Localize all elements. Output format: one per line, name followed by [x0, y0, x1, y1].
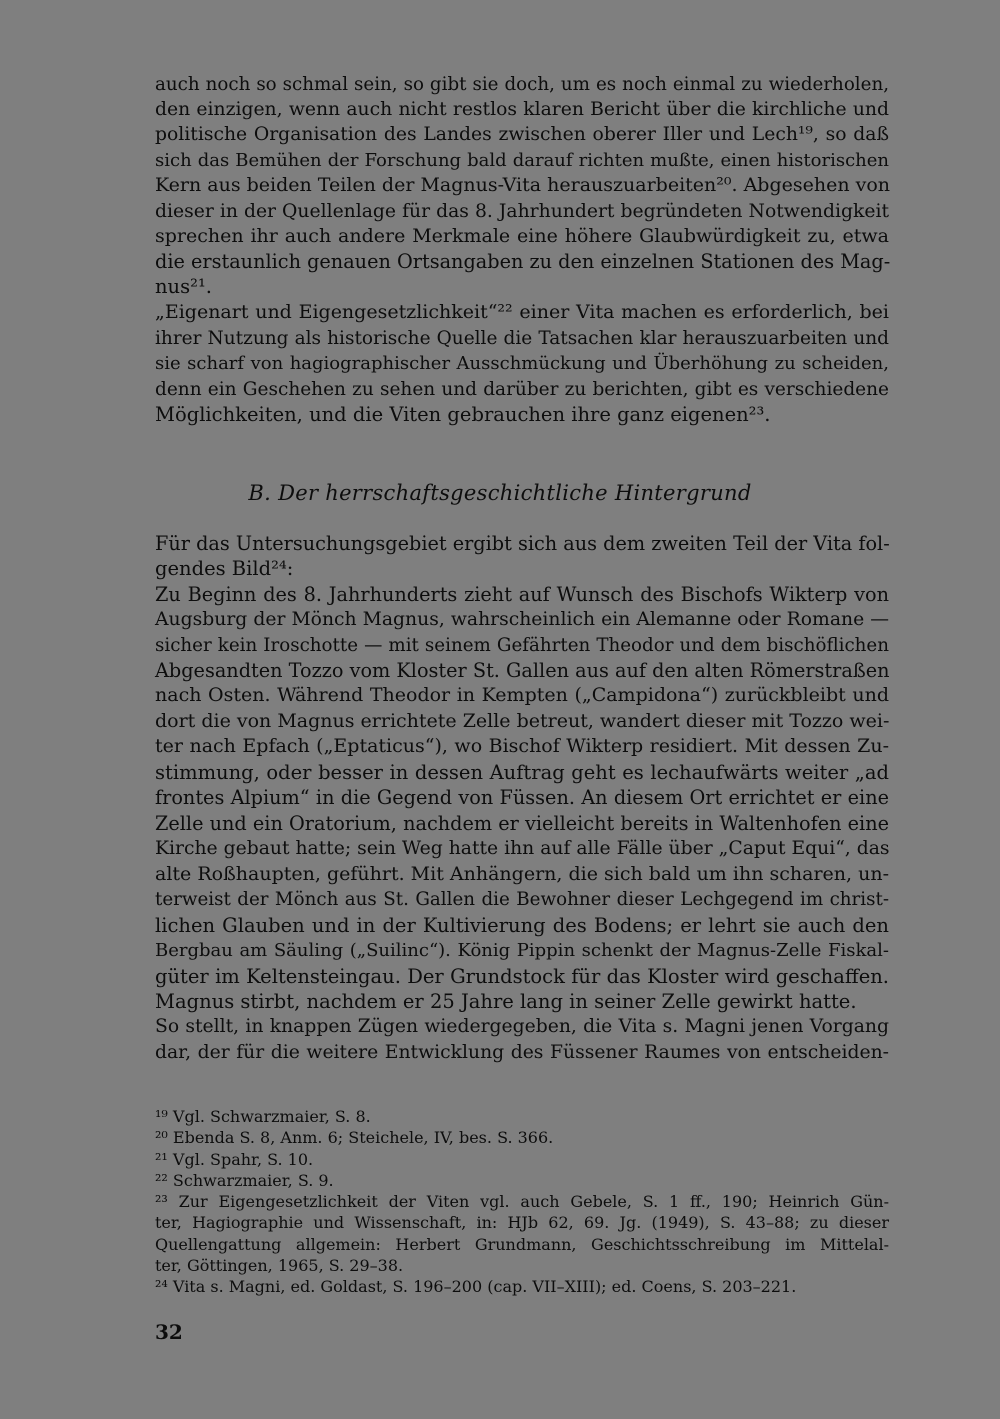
section-line: Augsburg der Mönch Magnus, wahrscheinlich ein Alemanne oder Romane — — [155, 609, 889, 630]
page-number: 32 — [155, 1320, 183, 1344]
body-line: sie scharf von hagiographischer Ausschmückung und Überhöhung zu scheiden, — [155, 353, 889, 374]
section-line: So stellt, in knappen Zügen wiedergegeben, die Vita s. Magni jenen Vorgang — [155, 1016, 889, 1037]
section-line: stimmung, oder besser in dessen Auftrag geht es lechaufwärts weiter „ad — [155, 761, 889, 784]
section-line: güter im Keltensteingau. Der Grundstock für das Kloster wird geschaffen. — [155, 965, 889, 988]
section-line: sicher kein Iroschotte — mit seinem Gefährten Theodor und dem bischöflichen — [155, 635, 889, 656]
body-line: Möglichkeiten, und die Viten gebrauchen ihre ganz eigenen²³. — [155, 403, 771, 426]
body-line: sich das Bemühen der Forschung bald darauf richten mußte, einen historischen — [155, 150, 889, 171]
body-line: den einzigen, wenn auch nicht restlos klaren Bericht über die kirchliche und — [155, 99, 889, 120]
body-line: nus²¹. — [155, 275, 212, 298]
section-line: frontes Alpium“ in die Gegend von Füssen. An diesem Ort errichtet er eine — [155, 786, 889, 809]
section-line: Kirche gebaut hatte; sein Weg hatte ihn auf alle Fälle über „Caput Equi“, das — [155, 838, 890, 859]
section-line: Für das Untersuchungsgebiet ergibt sich aus dem zweiten Teil der Vita fol- — [155, 532, 890, 555]
section-line: lichen Glauben und in der Kultivierung des Bodens; er lehrt sie auch den — [155, 914, 889, 937]
footnote-line: Quellengattung allgemein: Herbert Grundmann, Geschichtsschreibung im Mittelal- — [155, 1235, 889, 1254]
footnote-line: ²³ Zur Eigengesetzlichkeit der Viten vgl. auch Gebele, S. 1 ff., 190; Heinrich Gün- — [155, 1192, 889, 1211]
section-line: gendes Bild²⁴: — [155, 557, 294, 580]
body-line: ihrer Nutzung als historische Quelle die Tatsachen klar herauszuarbeiten und — [155, 328, 889, 349]
body-line: politische Organisation des Landes zwischen oberer Iller und Lech¹⁹, so daß — [155, 124, 889, 145]
section-line: dort die von Magnus errichtete Zelle betreut, wandert dieser mit Tozzo wei- — [155, 710, 890, 732]
section-line: Zelle und ein Oratorium, nachdem er vielleicht bereits in Waltenhofen eine — [155, 812, 889, 835]
section-line: Zu Beginn des 8. Jahrhunderts zieht auf Wunsch des Bischofs Wikterp von — [155, 583, 889, 606]
body-line: denn ein Geschehen zu sehen und darüber zu berichten, gibt es verschiedene — [155, 379, 889, 400]
body-line: auch noch so schmal sein, so gibt sie doch, um es noch einmal zu wiederholen, — [155, 74, 889, 95]
section-line: Abgesandten Tozzo vom Kloster St. Gallen aus auf den alten Römerstraßen — [155, 659, 890, 682]
footnote-line: ter, Hagiographie und Wissenschaft, in: HJb 62, 69. Jg. (1949), S. 43–88; zu dieser — [155, 1213, 889, 1232]
body-line: Kern aus beiden Teilen der Magnus-Vita herauszuarbeiten²⁰. Abgesehen von — [155, 174, 891, 196]
section-line: alte Roßhaupten, geführt. Mit Anhängern, die sich bald um ihn scharen, un- — [155, 863, 889, 885]
footnote-line: ¹⁹ Vgl. Schwarzmaier, S. 8. — [155, 1107, 371, 1126]
footnote-line: ²⁴ Vita s. Magni, ed. Goldast, S. 196–200 (cap. VII–XIII); ed. Coens, S. 203–221. — [155, 1277, 797, 1296]
section-line: terweist der Mönch aus St. Gallen die Bewohner dieser Lechgegend im christ- — [155, 889, 889, 910]
body-line: die erstaunlich genauen Ortsangaben zu den einzelnen Stationen des Mag- — [155, 250, 891, 273]
section-line: nach Osten. Während Theodor in Kempten („Campidona“) zurückbleibt und — [155, 684, 889, 706]
section-heading: B. Der herrschaftsgeschichtliche Hintergrund — [248, 481, 752, 505]
footnote-line: ²¹ Vgl. Spahr, S. 10. — [155, 1150, 314, 1169]
section-line: dar, der für die weitere Entwicklung des Füssener Raumes von entscheiden- — [155, 1042, 889, 1063]
footnote-line: ter, Göttingen, 1965, S. 29–38. — [155, 1256, 404, 1275]
footnote-line: ²⁰ Ebenda S. 8, Anm. 6; Steichele, IV, bes. S. 366. — [155, 1128, 554, 1147]
footnote-line: ²² Schwarzmaier, S. 9. — [155, 1171, 334, 1190]
body-line: sprechen ihr auch andere Merkmale eine höhere Glaubwürdigkeit zu, etwa — [155, 225, 889, 247]
section-line: ter nach Epfach („Eptaticus“), wo Bischof Wikterp residiert. Mit dessen Zu- — [155, 735, 889, 757]
section-line: Bergbau am Säuling („Suilinc“). König Pippin schenkt der Magnus-Zelle Fiskal- — [155, 940, 889, 961]
section-line: Magnus stirbt, nachdem er 25 Jahre lang in seiner Zelle gewirkt hatte. — [155, 990, 857, 1013]
body-line: „Eigenart und Eigengesetzlichkeit“²² einer Vita machen es erforderlich, bei — [155, 301, 889, 323]
body-line: dieser in der Quellenlage für das 8. Jahrhundert begründeten Notwendigkeit — [155, 201, 889, 222]
